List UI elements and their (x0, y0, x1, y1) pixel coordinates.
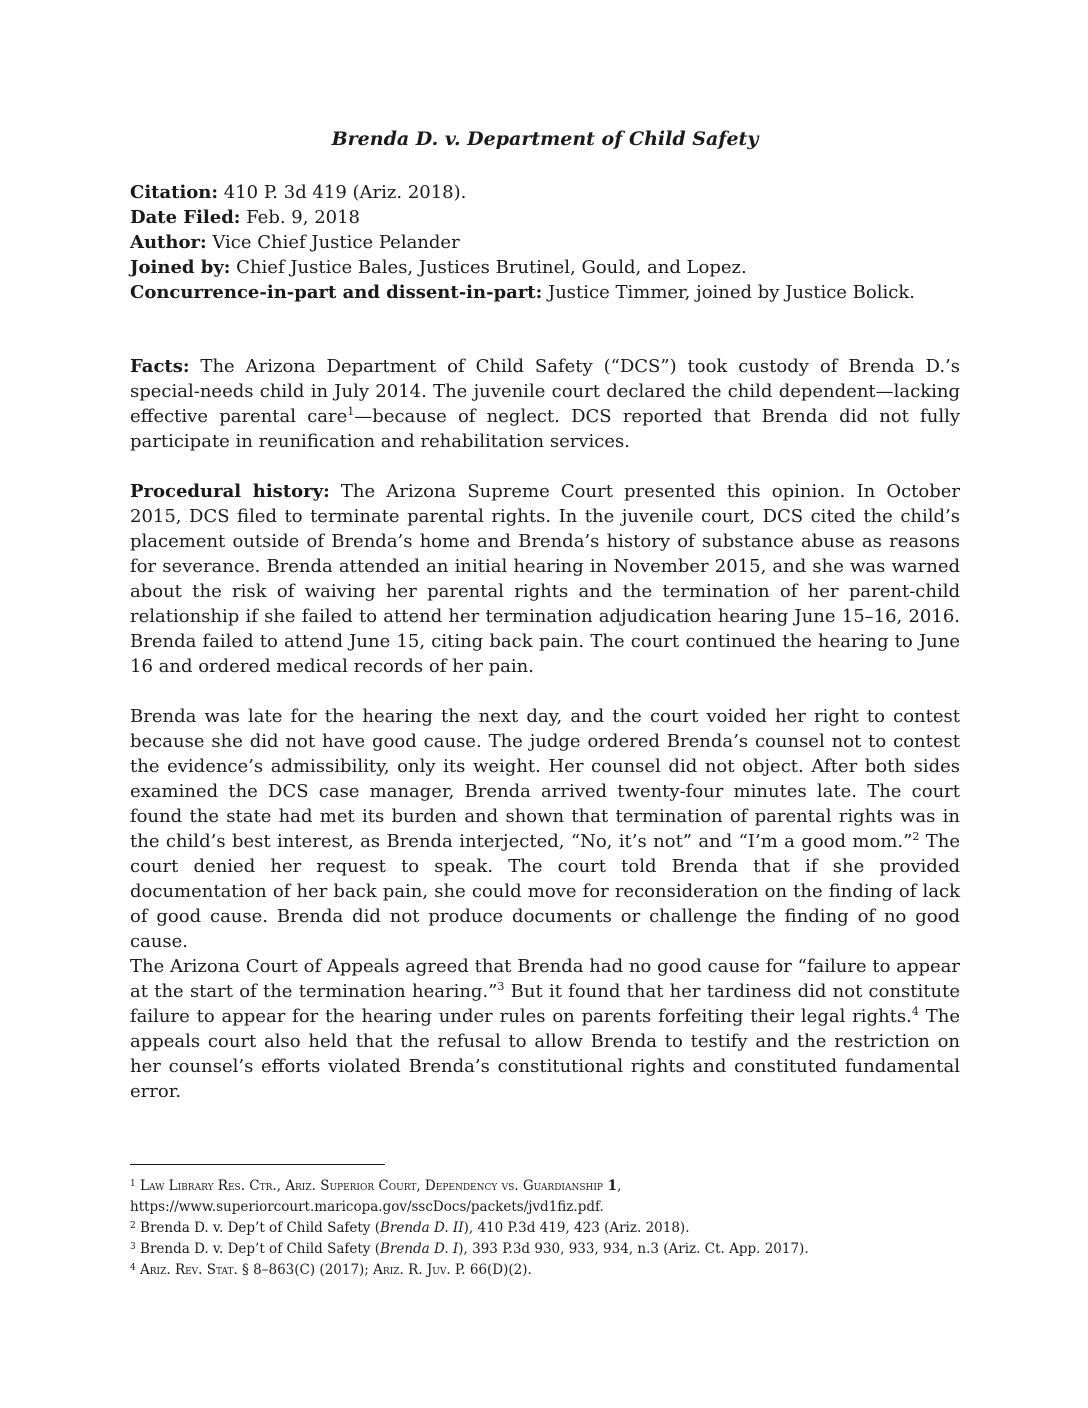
concurrence-line (130, 280, 960, 305)
footnote-3-short-name: Brenda D. I (379, 1241, 459, 1257)
hearing-text-continued: The court denied her request to speak. The court told Brenda that if she provided documentation of her back pain, she could move for reconsideration on the finding of lack of good cause. Brenda did not produce documents or challenge the finding of no good cause. (130, 831, 960, 952)
joined-by-line (130, 255, 960, 280)
joined-by-label: Joined by: (130, 257, 231, 278)
footnote-4-section: § 8–863(C) (2017); (237, 1262, 369, 1278)
footnote-4 (130, 1260, 960, 1281)
footnote-ref-1[interactable]: 1 (347, 405, 355, 418)
footnote-1-punct: , (617, 1178, 622, 1194)
date-filed-value: Feb. 9, 2018 (240, 207, 361, 228)
facts-paragraph (130, 354, 960, 454)
concurrence-value: Justice Timmer, joined by Justice Bolick. (542, 282, 915, 303)
appeals-text-end: The appeals court also held that the refusal to allow Brenda to testify and the restriction on her counsel’s efforts violated Brenda’s constitutional rights and constituted fundamental error. (130, 1006, 960, 1102)
footnote-4-statute: Ariz. Rev. Stat. (135, 1262, 238, 1278)
footnote-2-reporter: ), 410 P.3d 419, 423 (Ariz. 2018). (463, 1220, 690, 1236)
footnote-number: 2 (130, 1221, 136, 1231)
footnote-3-reporter: ), 393 P.3d 930, 933, 934, n.3 (Ariz. Ct. App. 2017). (458, 1241, 809, 1257)
footnote-4-rule-number: 66(D)(2). (465, 1262, 532, 1278)
case-metadata (130, 180, 960, 305)
footnote-ref-3[interactable]: 3 (497, 980, 505, 993)
footnote-number: 1 (130, 1179, 136, 1189)
footnote-1-url[interactable]: https://www.superiorcourt.maricopa.gov/sscDocs/packets/jvd1fiz.pdf. (130, 1199, 604, 1215)
footnote-ref-2[interactable]: 2 (912, 830, 920, 843)
appeals-text-continued: But it found that her tardiness did not constitute failure to appear for the hearing under rules on parents forfeiting their legal rights. (130, 981, 960, 1027)
appeals-text: The Arizona Court of Appeals agreed that Brenda had no good cause for “failure to appear at the start of the termination hearing.” (130, 956, 960, 1002)
facts-text: The Arizona Department of Child Safety (“DCS”) took custody of Brenda D.’s special-needs child in July 2014. The juvenile court declared the child dependent—lacking effective parental care (130, 356, 960, 427)
footnote-3 (130, 1239, 960, 1260)
date-filed-line (130, 205, 960, 230)
facts-text-continued: —because of neglect. DCS reported that Brenda did not fully participate in reunification and rehabilitation services. (130, 406, 960, 452)
case-title: Brenda D. v. Department of Child Safety (331, 128, 759, 150)
author-value: Vice Chief Justice Pelander (206, 232, 460, 253)
author-label: Author: (130, 232, 207, 253)
footnote-ref-4[interactable]: 4 (911, 1005, 919, 1018)
concurrence-label: Concurrence-in-part and dissent-in-part: (130, 282, 543, 303)
author-line (130, 230, 960, 255)
footnote-1 (130, 1176, 960, 1197)
date-filed-label: Date Filed: (130, 207, 241, 228)
footnote-2 (130, 1218, 960, 1239)
hearing-paragraph (130, 704, 960, 954)
procedural-history-label: Procedural history: (130, 481, 330, 502)
footnote-number: 4 (130, 1263, 136, 1273)
joined-by-value: Chief Justice Bales, Justices Brutinel, Gould, and Lopez. (230, 257, 747, 278)
footnotes (130, 1176, 960, 1281)
footnote-2-case: Brenda D. v. Dep’t of Child Safety ( (135, 1220, 380, 1236)
document-page (130, 0, 960, 1408)
hearing-text: Brenda was late for the hearing the next day, and the court voided her right to contest because she did not have good cause. The judge ordered Brenda’s counsel not to contest the evidence’s admissibility, only its weight. Her counsel did not object. After both sides examined the DCS case manager, Brenda arrived twenty-four minutes late. The court found the state had met its burden and shown that termination of parental rights was in the child’s best interest, as Brenda interjected, “No, it’s not” and “I’m a good mom.” (130, 706, 960, 852)
footnote-2-short-name: Brenda D. II (379, 1220, 464, 1236)
footnote-3-case: Brenda D. v. Dep’t of Child Safety ( (135, 1241, 380, 1257)
citation-value: 410 P. 3d 419 (Ariz. 2018). (218, 182, 467, 203)
procedural-history-text: The Arizona Supreme Court presented this opinion. In October 2015, DCS filed to terminate parental rights. In the juvenile court, DCS cited the child’s placement outside of Brenda’s home and Brenda’s history of substance abuse as reasons for severance. Brenda attended an initial hearing in November 2015, and she was warned about the risk of waiving her parental rights and the termination of her parent-child relationship if she failed to attend her termination adjudication hearing June 15–16, 2016. Brenda failed to attend June 15, citing back pain. The court continued the hearing to June 16 and ordered medical records of her pain. (130, 481, 961, 677)
procedural-history-paragraph (130, 479, 960, 679)
citation-line (130, 180, 960, 205)
appeals-paragraph (130, 954, 960, 1104)
footnote-1-source: Law Library Res. Ctr., Ariz. Superior Court, Dependency vs. Guardianship (135, 1178, 603, 1194)
footnote-1-page: 1 (602, 1178, 618, 1194)
footnote-number: 3 (130, 1242, 136, 1252)
facts-label: Facts: (130, 356, 190, 377)
footnote-4-rule: Ariz. R. Juv. P. (368, 1262, 466, 1278)
footnote-divider (130, 1164, 385, 1165)
citation-label: Citation: (130, 182, 219, 203)
